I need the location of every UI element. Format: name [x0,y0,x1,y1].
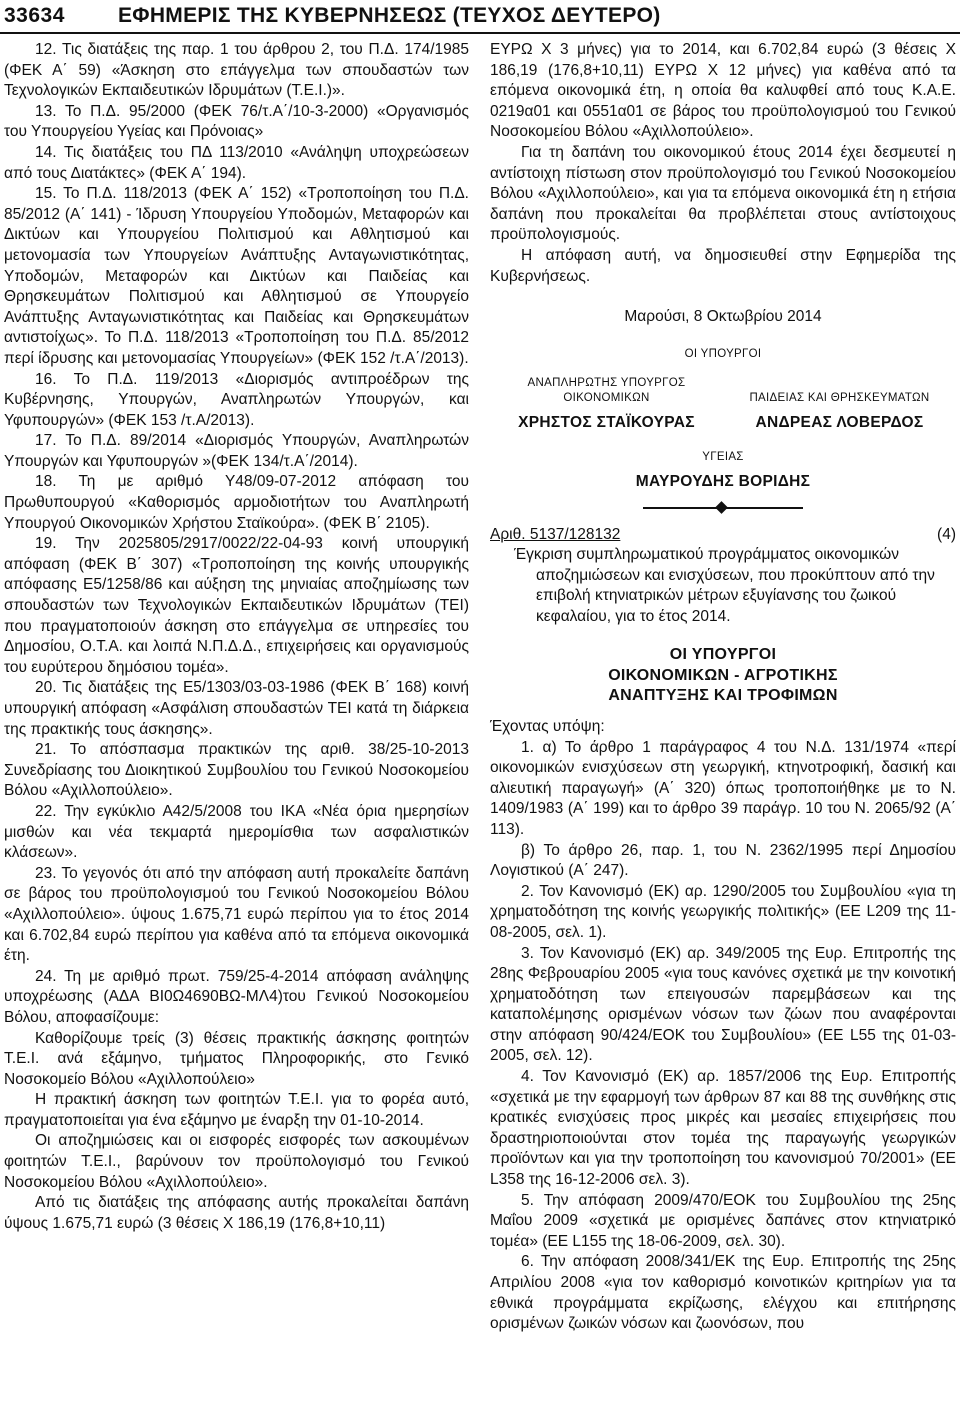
decision-index: (4) [937,525,956,543]
page-header [0,0,960,34]
signatory-title: ΟΙΚΟΝΟΜΙΚΩΝ [563,392,650,405]
signatory-title [723,376,956,391]
paragraph: 21. Το απόσπασμα πρακτικών της αριθ. 38/25-10-2013 Συνεδρίασης του Διοικητικού Συμβουλίου του Γενικού Νοσοκομείου Βόλου «Αχιλλοπούλειο». [4,741,469,800]
having-regard: Έχοντας υπόψη: [490,717,605,735]
ministers-label: ΟΙ ΥΠΟΥΡΓΟΙ [684,347,762,360]
list-item: 3. Τον Κανονισμό (ΕΚ) αρ. 349/2005 της Ευρ. Επιτροπής της 28ης Φεβρουαρίου 2005 «για τους κανόνες σχετικά με την κοινοτική χρηματοδότηση των επειγουσών παρεμβάσεων και της καταπολέμησης ορισμένων νόσων των ζώων που αναφέρονται στην απόφαση 90/424/ΕΟΚ του Συμβουλίου» (ΕΕ L55 της 01-03-2005, σελ. 12). [490,944,956,1065]
diamond-icon [715,501,728,514]
paragraph: 13. Το Π.Δ. 95/2000 (ΦΕΚ 76/τ.Α΄/10-3-2000) «Οργανισμός του Υπουργείου Υγείας και Πρόνοιας» [4,102,469,141]
paragraph: 23. Το γεγονός ότι από την απόφαση αυτή προκαλείτε δαπάνη σε βάρος του προϋπολογισμού του Γενικού Νοσοκομείου Βόλου «Αχιλλοπούλειο». ύψους 1.675,71 ευρώ περίπου για το έτος 2014 και 6.702,84 ευρώ περίπου για καθένα από τα επόμενα οικονομικά έτη. [4,864,469,965]
paragraph: 22. Την εγκύκλιο Α42/5/2008 του ΙΚΑ «Νέα όρια ημερησίων μισθών και νέα τεκμαρτά ημερομίσθια των ασφαλιστικών κλάσεων». [4,802,469,862]
list-item: 5. Την απόφαση 2009/470/ΕΟΚ του Συμβουλίου της 25ης Μαΐου 2009 «σχετικά με ορισμένες δαπάνες στον κτηνιατρικό τομέα» (ΕΕ L155 της 18-06-2009, σελ. 30). [490,1191,956,1250]
section-divider [643,503,803,513]
header-rule [0,32,960,34]
list-item: 1. α) Το άρθρο 1 παράγραφος 4 του Ν.Δ. 131/1974 «περί οικονομικών ενισχύσεων στη γεωργική, κτηνοτροφική, δασική και αλιευτική παραγωγή» (Α΄ 320) όπως τροποποιήθηκε με το Ν. 1409/1983 (Α΄ 199) και το άρθρο 39 παράγρ. 10 του Ν. 2065/92 (Α΄ 113). [490,738,956,838]
signatures-row [490,376,956,434]
paragraph: 15. Το Π.Δ. 118/2013 (ΦΕΚ Α΄ 152) «Τροποποίηση του Π.Δ. 85/2012 (Α΄ 141) - Ίδρυση Υπουργείου Υποδομών, Μεταφορών και Δικτύων και Υπουργείου Πολιτισμού και Αθλητισμού και μετονομασία των Υπουργείων Ανάπτυξης Ανταγωνιστικότητας, Υποδομών, Μεταφορών και Δικτύων και Παιδείας και Θρησκευμάτων Πολιτισμού και Αθλητισμού σε Υπουργείο Ανάπτυξης Ανταγωνιστικότητας και Παιδείας και Θρησκευμάτων αντιστοίχως». Το Π.Δ. 118/2013 «Τροποποίηση του Π.Δ. 85/2012 περί ίδρυσης και μετονομασίας Υπουργείων» (ΦΕΚ 152 /τ.Α΄/2013). [4,185,469,367]
heading-line: ΟΙ ΥΠΟΥΡΓΟΙ [669,646,777,664]
place-date: Μαρούσι, 8 Οκτωβρίου 2014 [624,308,822,326]
signatory-title: ΠΑΙΔΕΙΑΣ ΚΑΙ ΘΡΗΣΚΕΥΜΑΤΩΝ [749,392,930,405]
list-item: 4. Τον Κανονισμό (ΕΚ) αρ. 1857/2006 της Ευρ. Επιτροπής «σχετικά με την εφαρμογή των άρθρων 87 και 88 της συνθήκης στις κρατικές ενισχύσεις προς μικρές και μεσαίες επιχειρήσεις που δραστηριοποιούνται στον τομέα της παραγωγής γεωργικών προϊόντων και για την τροποποίηση του κανονισμού 70/2001» (ΕΕ L358 της 16-12-2006 σελ. 3). [490,1068,956,1189]
paragraph: 24. Τη με αριθμό πρωτ. 759/25-4-2014 απόφαση ανάληψης υποχρέωσης (ΑΔΑ ΒΙ0Ω4690ΒΩ-ΜΛ4)του Γενικού Νοσοκομείου Βόλου, αποφασίζουμε: [4,967,469,1026]
gazette-title: ΕΦΗΜΕΡΙΣ ΤΗΣ ΚΥΒΕΡΝΗΣΕΩΣ (ΤΕΥΧΟΣ ΔΕΥΤΕΡΟ) [118,4,661,27]
signatory-education [723,376,956,434]
paragraph: 16. Το Π.Δ. 119/2013 «Διορισμός αντιπροέδρων της Κυβέρνησης, Υπουργών, Αναπληρωτών Υπουργών, και Υφυπουργών» (ΦΕΚ 153 /τ.Α/2013). [4,370,469,429]
heading-line: ΑΝΑΠΤΥΞΗΣ ΚΑΙ ΤΡΟΦΙΜΩΝ [608,687,838,705]
signatory-title: ΥΓΕΙΑΣ [702,450,744,463]
paragraph: 18. Τη με αριθμό Υ48/09-07-2012 απόφαση του Πρωθυπουργού «Καθορισμός αρμοδιοτήτων του Αναπληρωτή Υπουργού Οικονομικών Χρήστου Σταϊκούρα». (ΦΕΚ Β΄ 2105). [4,473,469,532]
heading-line: ΟΙΚΟΝΟΜΙΚΩΝ - ΑΓΡΟΤΙΚΗΣ [608,666,838,684]
paragraph: Καθορίζουμε τρείς (3) θέσεις πρακτικής άσκησης φοιτητών Τ.Ε.Ι. ανά εξάμηνο, τμήματος Πληροφορικής, στο Γενικό Νοσοκομείο Βόλου «Αχιλλοπούλειο» [4,1029,469,1088]
paragraph: Η πρακτική άσκηση των φοιτητών Τ.Ε.Ι. για το φορέα αυτό, πραγματοποιείται για ένα εξάμηνο με έναρξη την 01-10-2014. [4,1091,469,1129]
decision-header [490,525,956,546]
signatory-name: ΑΝΔΡΕΑΣ ΛΟΒΕΡΔΟΣ [755,414,924,432]
paragraph: ΕΥΡΩ Χ 3 μήνες) για το 2014, και 6.702,84 ευρώ (3 θέσεις Χ 186,19 (176,8+10,11) ΕΥΡΩ Χ 12 μήνες) για καθένα από τα επόμενα οικονομικά έτη, η οποία θα καλυφθεί από τους Κ.Α.Ε. 0219α01 και 0551α01 σε βάρος του προϋπολογισμού του Γενικού Νοσοκομείου Βόλου «Αχιλλοπούλειο». [490,41,956,141]
paragraph: 19. Την 2025805/2917/0022/22-04-93 κοινή υπουργική απόφαση (ΦΕΚ Β΄ 307) «Τροποποίηση της κοινής υπουργικής απόφασης Ε5/1258/86 και αύξηση της μηνιαίας αποζημίωσης των σπουδαστών των Τεχνολογικών Εκπαιδευτικών Ιδρυμάτων (ΤΕΙ) που πραγματοποιούν άσκηση στο επάγγελμα σε υπηρεσίες του Δημοσίου, Ο.Τ.Α. και λοιπά Ν.Π.Δ.Δ., επιχειρήσεις και οργανισμούς του ευρύτερου δημόσιου τομέα». [4,535,469,676]
right-column [490,40,956,1335]
left-column [4,40,469,1234]
paragraph: 12. Τις διατάξεις της παρ. 1 του άρθρου 2, του Π.Δ. 174/1985 (ΦΕΚ Α΄ 59) «Άσκηση στο επάγγελμα των σπουδαστών των Τεχνολογικών Εκπαιδευτικών Ιδρυμάτων (Τ.Ε.Ι.)». [4,41,469,100]
signatory-name: ΜΑΥΡΟΥΔΗΣ ΒΟΡΙΔΗΣ [635,472,811,490]
paragraph: Η απόφαση αυτή, να δημοσιευθεί στην Εφημερίδα της Κυβερνήσεως. [490,246,956,285]
signatory-title: ΑΝΑΠΛΗΡΩΤΗΣ ΥΠΟΥΡΓΟΣ [527,377,686,390]
signatory-finance [490,376,723,434]
ministers-heading [490,645,956,707]
paragraph: Οι αποζημιώσεις και οι εισφορές εισφορές των ασκουμένων φοιτητών Τ.Ε.Ι., βαρύνουν τον προϋπολογισμό του Γενικού Νοσοκομείου Βόλου «Αχιλλοπούλειο». [4,1132,469,1191]
decision-number: Αριθ. 5137/128132 [490,525,621,543]
list-item: β) Το άρθρο 26, παρ. 1, του Ν. 2362/1995 περί Δημοσίου Λογιστικού (Α΄ 247). [490,841,956,880]
signatory-name: ΧΡΗΣΤΟΣ ΣΤΑΪΚΟΥΡΑΣ [518,414,695,432]
paragraph: 17. Το Π.Δ. 89/2014 «Διορισμός Υπουργών, Αναπληρωτών Υπουργών και Υφυπουργών »(ΦΕΚ 134/τ.Α΄/2014). [4,432,469,470]
paragraph: Από τις διατάξεις της απόφασης αυτής προκαλείται δαπάνη ύψους 1.675,71 ευρώ (3 θέσεις Χ 186,19 (176,8+10,11) [4,1194,469,1232]
page-number: 33634 [4,4,65,27]
paragraph: Για τη δαπάνη του οικονομικού έτους 2014 έχει δεσμευτεί η αντίστοιχη πίστωση στον προϋπολογισμό του Γενικού Νοσοκομείου Βόλου «Αχιλλοπούλειο», και για τα επόμενα οικονομικά έτη η ετήσια δαπάνη που προκαλείται θα προβλέπεται στους αντίστοιχους προϋπολογισμούς. [490,143,956,244]
list-item: 2. Τον Κανονισμό (ΕΚ) αρ. 1290/2005 του Συμβουλίου «για τη χρηματοδότηση της κοινής γεωργικής πολιτικής» (ΕΕ L209 της 11-08-2005, σελ. 1). [490,882,956,941]
decision-summary: Έγκριση συμπληρωματικού προγράμματος οικονομικών αποζημιώσεων και ενισχύσεων, που προκύπτουν από την επιβολή κτηνιατρικών μέτρων εξυγίανσης του ζωικού κεφαλαίου, για το έτος 2014. [514,546,935,625]
signatory-health [490,450,956,493]
paragraph: 14. Τις διατάξεις του ΠΔ 113/2010 «Ανάληψη υποχρεώσεων από τους Διατάκτες» (ΦΕΚ Α΄ 194). [4,143,469,182]
list-item: 6. Την απόφαση 2008/341/ΕΚ της Ευρ. Επιτροπής της 25ης Απριλίου 2008 «για τον καθορισμό κοινοτικών κριτηρίων για τα εθνικά προγράμματα εκρίζωσης, ελέγχου και επιτήρησης ορισμένων ζωικών νόσων και ζωονόσων, που [490,1253,956,1333]
paragraph: 20. Τις διατάξεις της Ε5/1303/03-03-1986 (ΦΕΚ Β΄ 168) κοινή υπουργική απόφαση «Ασφάλιση σπουδαστών ΤΕΙ κατά τη διάρκεια της πρακτικής τους άσκησης». [4,679,469,738]
